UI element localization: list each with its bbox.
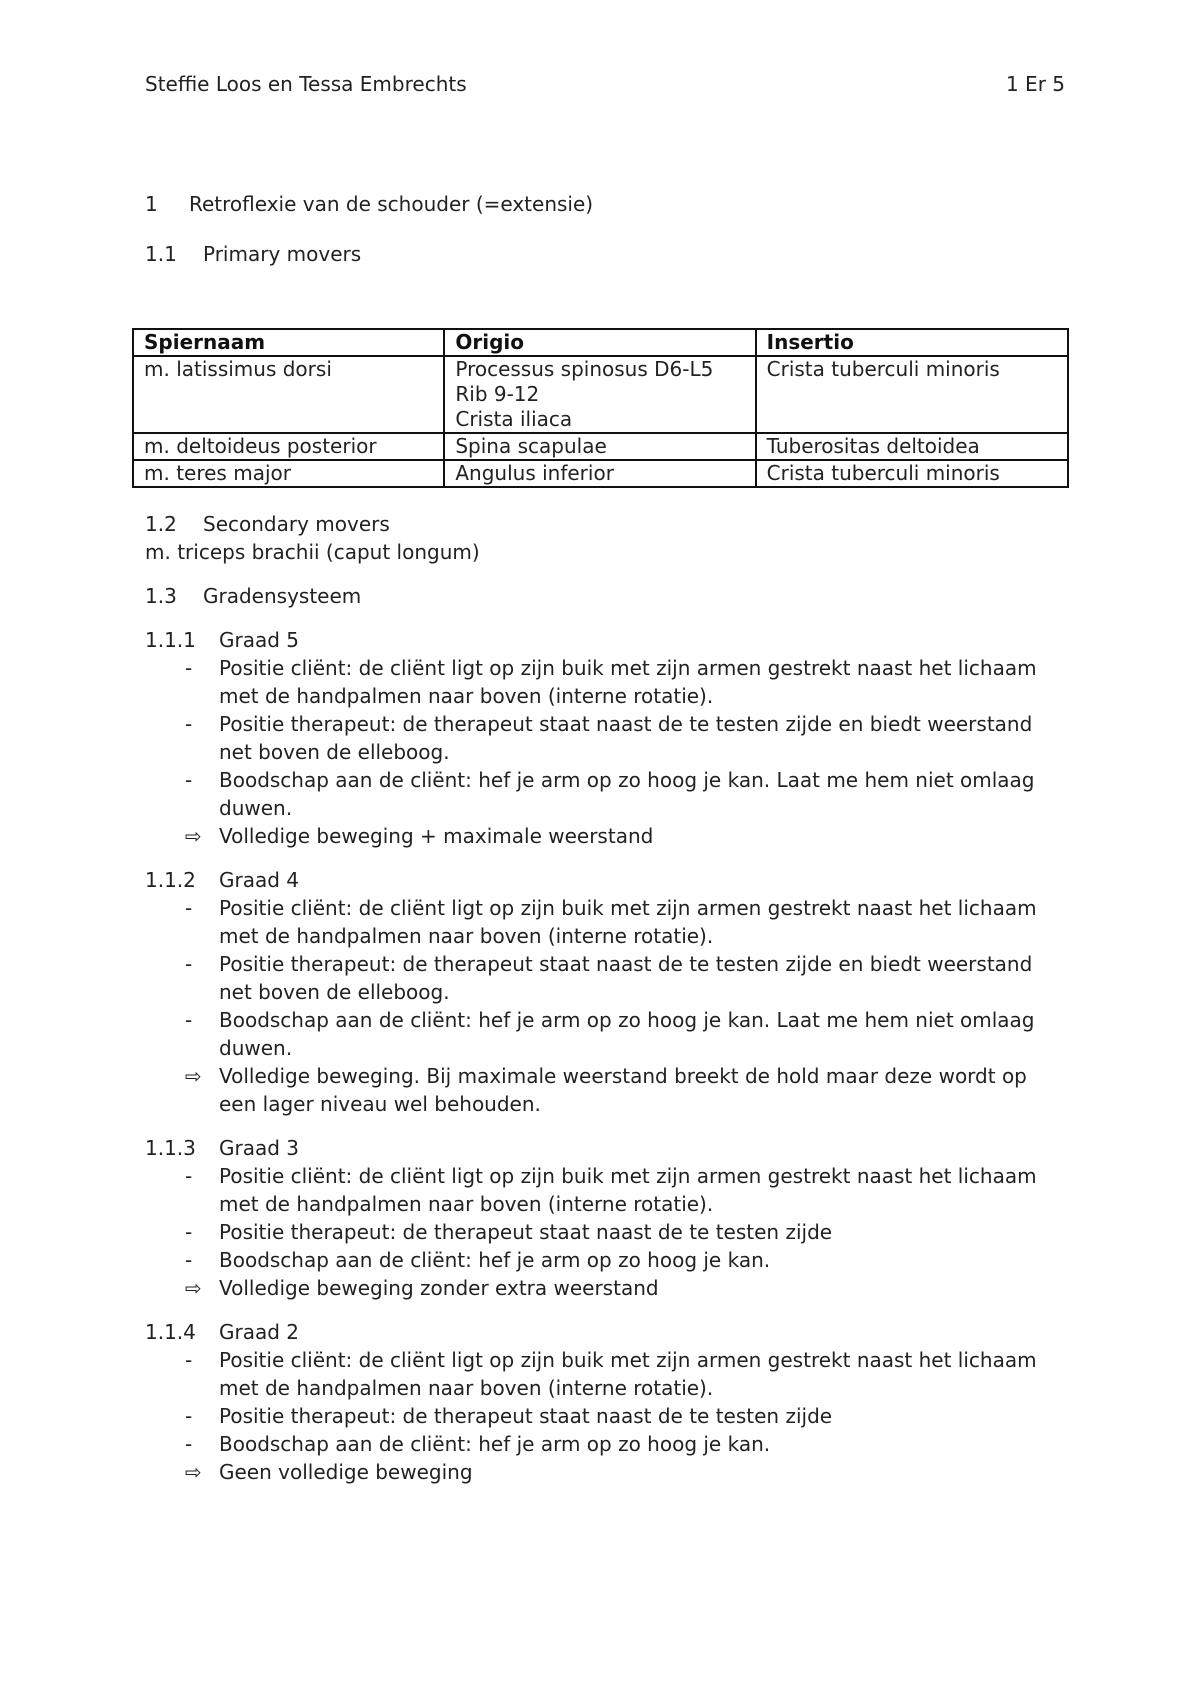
dash-marker: - [185, 952, 193, 976]
grade-number: 1.1.3 [145, 1136, 196, 1160]
header-page-label: 1 Er 5 [1005, 72, 1065, 96]
grade-number: 1.1.4 [145, 1320, 196, 1344]
list-item-text: Positie therapeut: de therapeut staat naast de te testen zijde [219, 1220, 833, 1244]
secondary-movers-text: m. triceps brachii (caput longum) [145, 540, 480, 564]
subsection-number: 1.1 [145, 242, 177, 266]
subsection-number: 1.3 [145, 584, 177, 608]
subsection-heading-primary [145, 240, 1065, 268]
grade-title: Graad 2 [219, 1320, 300, 1344]
list-item [145, 1218, 1065, 1246]
table-cell: m. latissimus dorsi [133, 356, 444, 433]
list-item-text: Positie therapeut: de therapeut staat naast de te testen zijde en biedt weerstand net boven de elleboog. [219, 712, 1033, 764]
dash-marker: - [185, 1220, 193, 1244]
grade-heading [145, 1318, 1065, 1346]
list-item-text: Positie cliënt: de cliënt ligt op zijn buik met zijn armen gestrekt naast het lichaam met de handpalmen naar boven (interne rotatie). [219, 1164, 1037, 1216]
dash-marker: - [185, 656, 193, 680]
table-cell: Crista tuberculi minoris [756, 356, 1068, 433]
list-item [145, 710, 1065, 766]
dash-marker: - [185, 768, 193, 792]
list-item-text: Boodschap aan de cliënt: hef je arm op zo hoog je kan. Laat me hem niet omlaag duwen. [219, 1008, 1035, 1060]
grade-list [145, 654, 1065, 850]
list-item-text: Volledige beweging. Bij maximale weerstand breekt de hold maar deze wordt op een lager niveau wel behouden. [219, 1064, 1027, 1116]
arrow-right-icon: ⇨ [185, 1276, 202, 1300]
arrow-right-icon: ⇨ [185, 1460, 202, 1484]
list-item-text: Positie cliënt: de cliënt ligt op zijn buik met zijn armen gestrekt naast het lichaam met de handpalmen naar boven (interne rotatie). [219, 896, 1037, 948]
dash-marker: - [185, 896, 193, 920]
table-header-row [133, 329, 1068, 356]
dash-marker: - [185, 1348, 193, 1372]
list-item [145, 1162, 1065, 1218]
dash-marker: - [185, 1404, 193, 1428]
table-cell: Spina scapulae [444, 433, 755, 460]
table-cell: Tuberositas deltoidea [756, 433, 1068, 460]
table-cell: Angulus inferior [444, 460, 755, 487]
header-authors: Steffie Loos en Tessa Embrechts [145, 72, 467, 96]
list-item-text: Boodschap aan de cliënt: hef je arm op zo hoog je kan. [219, 1248, 771, 1272]
list-item-text: Positie cliënt: de cliënt ligt op zijn buik met zijn armen gestrekt naast het lichaam met de handpalmen naar boven (interne rotatie). [219, 1348, 1037, 1400]
list-item [145, 822, 1065, 850]
list-item-text: Positie therapeut: de therapeut staat naast de te testen zijde en biedt weerstand net boven de elleboog. [219, 952, 1033, 1004]
cell-line: Rib 9-12 [455, 382, 540, 406]
grade-title: Graad 5 [219, 628, 300, 652]
table-row [133, 433, 1068, 460]
list-item [145, 1346, 1065, 1402]
list-item [145, 950, 1065, 1006]
table-row [133, 460, 1068, 487]
section-heading [145, 190, 1065, 218]
list-item-text: Volledige beweging zonder extra weerstand [219, 1276, 659, 1300]
table-cell [444, 356, 755, 433]
list-item [145, 1006, 1065, 1062]
subsection-number: 1.2 [145, 512, 177, 536]
arrow-right-icon: ⇨ [185, 1064, 202, 1088]
dash-marker: - [185, 1008, 193, 1032]
table-header-cell: Spiernaam [133, 329, 444, 356]
document-content [145, 190, 1065, 1486]
subsection-title: Gradensysteem [203, 584, 362, 608]
dash-marker: - [185, 1432, 193, 1456]
list-item [145, 654, 1065, 710]
dash-marker: - [185, 1248, 193, 1272]
table-cell: Crista tuberculi minoris [756, 460, 1068, 487]
table-cell: m. teres major [133, 460, 444, 487]
subsection-title: Primary movers [203, 242, 362, 266]
section-number: 1 [145, 192, 158, 216]
grade-title: Graad 3 [219, 1136, 300, 1160]
list-item [145, 1274, 1065, 1302]
grade-heading [145, 1134, 1065, 1162]
table-cell: m. deltoideus posterior [133, 433, 444, 460]
grade-list [145, 1162, 1065, 1302]
grade-number: 1.1.2 [145, 868, 196, 892]
list-item-text: Geen volledige beweging [219, 1460, 473, 1484]
list-item-text: Positie therapeut: de therapeut staat naast de te testen zijde [219, 1404, 833, 1428]
list-item-text: Positie cliënt: de cliënt ligt op zijn buik met zijn armen gestrekt naast het lichaam met de handpalmen naar boven (interne rotatie). [219, 656, 1037, 708]
grade-title: Graad 4 [219, 868, 300, 892]
grade-list [145, 1346, 1065, 1486]
list-item [145, 1062, 1065, 1118]
list-item [145, 1458, 1065, 1486]
list-item [145, 1430, 1065, 1458]
dash-marker: - [185, 712, 193, 736]
list-item [145, 894, 1065, 950]
grade-heading [145, 866, 1065, 894]
arrow-right-icon: ⇨ [185, 824, 202, 848]
subsection-heading-grading [145, 582, 1065, 610]
grade-number: 1.1.1 [145, 628, 196, 652]
subsection-heading-secondary [145, 510, 1065, 538]
cell-line: Processus spinosus D6-L5 [455, 357, 714, 381]
list-item-text: Boodschap aan de cliënt: hef je arm op zo hoog je kan. [219, 1432, 771, 1456]
list-item [145, 766, 1065, 822]
table-header-cell: Insertio [756, 329, 1068, 356]
dash-marker: - [185, 1164, 193, 1188]
subsection-title: Secondary movers [203, 512, 390, 536]
grade-heading [145, 626, 1065, 654]
list-item [145, 1246, 1065, 1274]
section-title: Retroflexie van de schouder (=extensie) [189, 192, 594, 216]
cell-line: Crista iliaca [455, 407, 573, 431]
muscle-table [132, 328, 1069, 488]
table-header-cell: Origio [444, 329, 755, 356]
list-item [145, 1402, 1065, 1430]
grade-list [145, 894, 1065, 1118]
list-item-text: Boodschap aan de cliënt: hef je arm op zo hoog je kan. Laat me hem niet omlaag duwen. [219, 768, 1035, 820]
page-header [145, 70, 1065, 98]
list-item-text: Volledige beweging + maximale weerstand [219, 824, 654, 848]
table-row [133, 356, 1068, 433]
